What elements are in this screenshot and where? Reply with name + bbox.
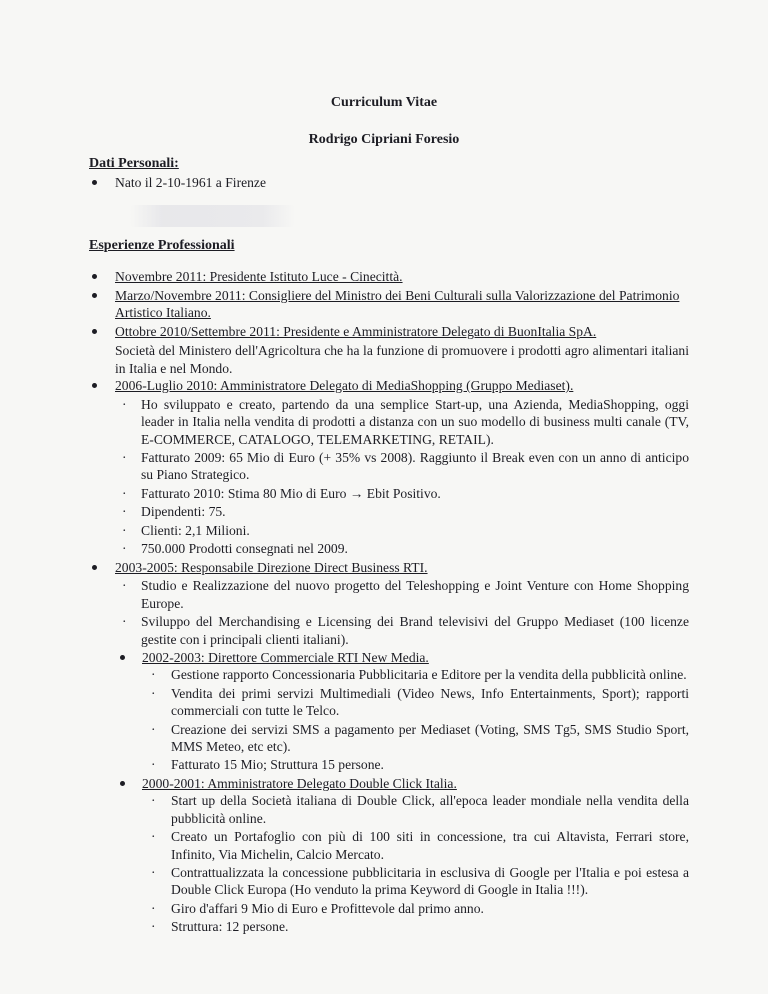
author-name: Rodrigo Cipriani Foresio (308, 132, 460, 147)
experience-title: Ottobre 2010/Settembre 2011: Presidente e Amministratore Delegato di BuonItalia SpA. (115, 324, 597, 340)
experience-heading: Esperienze Professionali (89, 238, 235, 253)
dot-marker-icon: · (122, 578, 127, 594)
dot-marker-icon: · (122, 485, 127, 501)
experience-item (89, 287, 689, 322)
sub-item: · Vendita dei primi servizi Multimediali (Video News, Info Entertainments, Sport); rapporti commerciali con tutte le Telco. (151, 685, 689, 719)
sub-item: · Sviluppo del Merchandising e Licensing dei Brand televisivi del Gruppo Mediaset (100 licenze gestite con i principali clienti italiani). (122, 614, 689, 647)
dot-marker-icon: · (151, 667, 156, 683)
dot-marker-icon: · (122, 522, 127, 538)
bullet-icon (92, 180, 97, 185)
personal-data-heading: Dati Personali: (89, 156, 179, 171)
dot-marker-icon: · (122, 450, 127, 466)
sub-item: · Struttura: 12 persone. (151, 919, 289, 935)
experience-item (89, 649, 689, 666)
personal-data-list (89, 174, 689, 193)
experience-item (89, 268, 689, 285)
redacted-area (130, 205, 295, 227)
experience-title: 2000-2001: Amministratore Delegato Double Click Italia. (142, 775, 457, 791)
dot-marker-icon: · (122, 396, 127, 412)
experience-title: 2002-2003: Direttore Commerciale RTI New Media. (142, 650, 429, 666)
sub-item: · Contrattualizzata la concessione pubblicitaria in esclusiva di Google per l'Italia e poi estesa a Double Click Europa (Ho venduto la prima Keyword di Google in Italia !!!). (151, 864, 689, 898)
sub-item: · Dipendenti: 75. (122, 504, 226, 520)
dot-marker-icon: · (151, 829, 156, 845)
dot-marker-icon: · (122, 504, 127, 520)
sub-item: · Studio e Realizzazione del nuovo progetto del Teleshopping e Joint Venture con Home Shopping Europe. (122, 578, 689, 611)
dot-marker-icon: · (151, 721, 156, 737)
experience-description: Società del Ministero dell'Agricoltura che ha la funzione di promuovere i prodotti agro alimentari italiani in Italia e nel Mondo. (115, 343, 689, 376)
dot-marker-icon: · (151, 685, 156, 701)
sub-item: · Fatturato 2010: Stima 80 Mio di Euro → Ebit Positivo. (122, 485, 441, 501)
sub-item: · Creazione dei servizi SMS a pagamento per Mediaset (Voting, SMS Tg5, SMS Studio Sport, MMS Meteo, etc etc). (151, 721, 689, 755)
bullet-icon (92, 383, 97, 388)
sub-item: · Fatturato 2009: 65 Mio di Euro (+ 35% vs 2008). Raggiunto il Break even con un anno di anticipo su Piano Strategico. (122, 450, 689, 483)
sub-item: · Creato un Portafoglio con più di 100 siti in concessione, tra cui Altavista, Ferrari store, Infinito, Via Michelin, Calcio Mercato. (151, 829, 689, 862)
bullet-icon (120, 655, 125, 660)
bullet-icon (92, 565, 97, 570)
sub-item: · 750.000 Prodotti consegnati nel 2009. (122, 541, 348, 557)
experience-item (89, 775, 689, 792)
experience-title: 2006-Luglio 2010: Amministratore Delegato di MediaShopping (Gruppo Mediaset). (115, 377, 574, 393)
experience-item (89, 377, 689, 394)
experience-item (89, 323, 689, 340)
bullet-icon (120, 781, 125, 786)
sub-item: · Ho sviluppato e creato, partendo da una semplice Start-up, una Azienda, MediaShopping, oggi leader in Italia nella vendita di prodotti a distanza con un suo modello di business multi canale (TV, E-COMMERCE, CATALOGO, TELEMARKETING, RETAIL). (122, 396, 689, 447)
sub-item: · Gestione rapporto Concessionaria Pubblicitaria e Editore per la vendita della pubblicità online. (151, 667, 687, 683)
bullet-icon (92, 274, 97, 279)
sub-item: · Fatturato 15 Mio; Struttura 15 persone. (151, 757, 384, 773)
dot-marker-icon: · (151, 919, 156, 935)
dot-marker-icon: · (122, 541, 127, 557)
bullet-icon (92, 329, 97, 334)
title-block (0, 94, 768, 149)
dot-marker-icon: · (151, 900, 156, 916)
experience-title: Marzo/Novembre 2011: Consigliere del Ministro dei Beni Culturali sulla Valorizzazione del Patrimonio Artistico Italiano. (115, 287, 680, 321)
dot-marker-icon: · (151, 864, 156, 880)
bullet-icon (92, 293, 97, 298)
dot-marker-icon: · (151, 757, 156, 773)
experience-item (89, 559, 689, 576)
list-item: Nato il 2-10-1961 a Firenze (89, 174, 689, 191)
experience-title: Novembre 2011: Presidente Istituto Luce - Cinecittà. (115, 269, 403, 284)
dot-marker-icon: · (151, 793, 156, 809)
dot-marker-icon: · (122, 614, 127, 630)
experience-list (89, 268, 689, 937)
document-title: Curriculum Vitae (330, 95, 438, 110)
experience-title: 2003-2005: Responsabile Direzione Direct Business RTI. (115, 559, 428, 575)
sub-item: · Clienti: 2,1 Milioni. (122, 522, 250, 538)
sub-item: · Giro d'affari 9 Mio di Euro e Profittevole dal primo anno. (151, 900, 484, 916)
sub-item: · Start up della Società italiana di Double Click, all'epoca leader mondiale nella vendita della pubblicità online. (151, 793, 689, 826)
